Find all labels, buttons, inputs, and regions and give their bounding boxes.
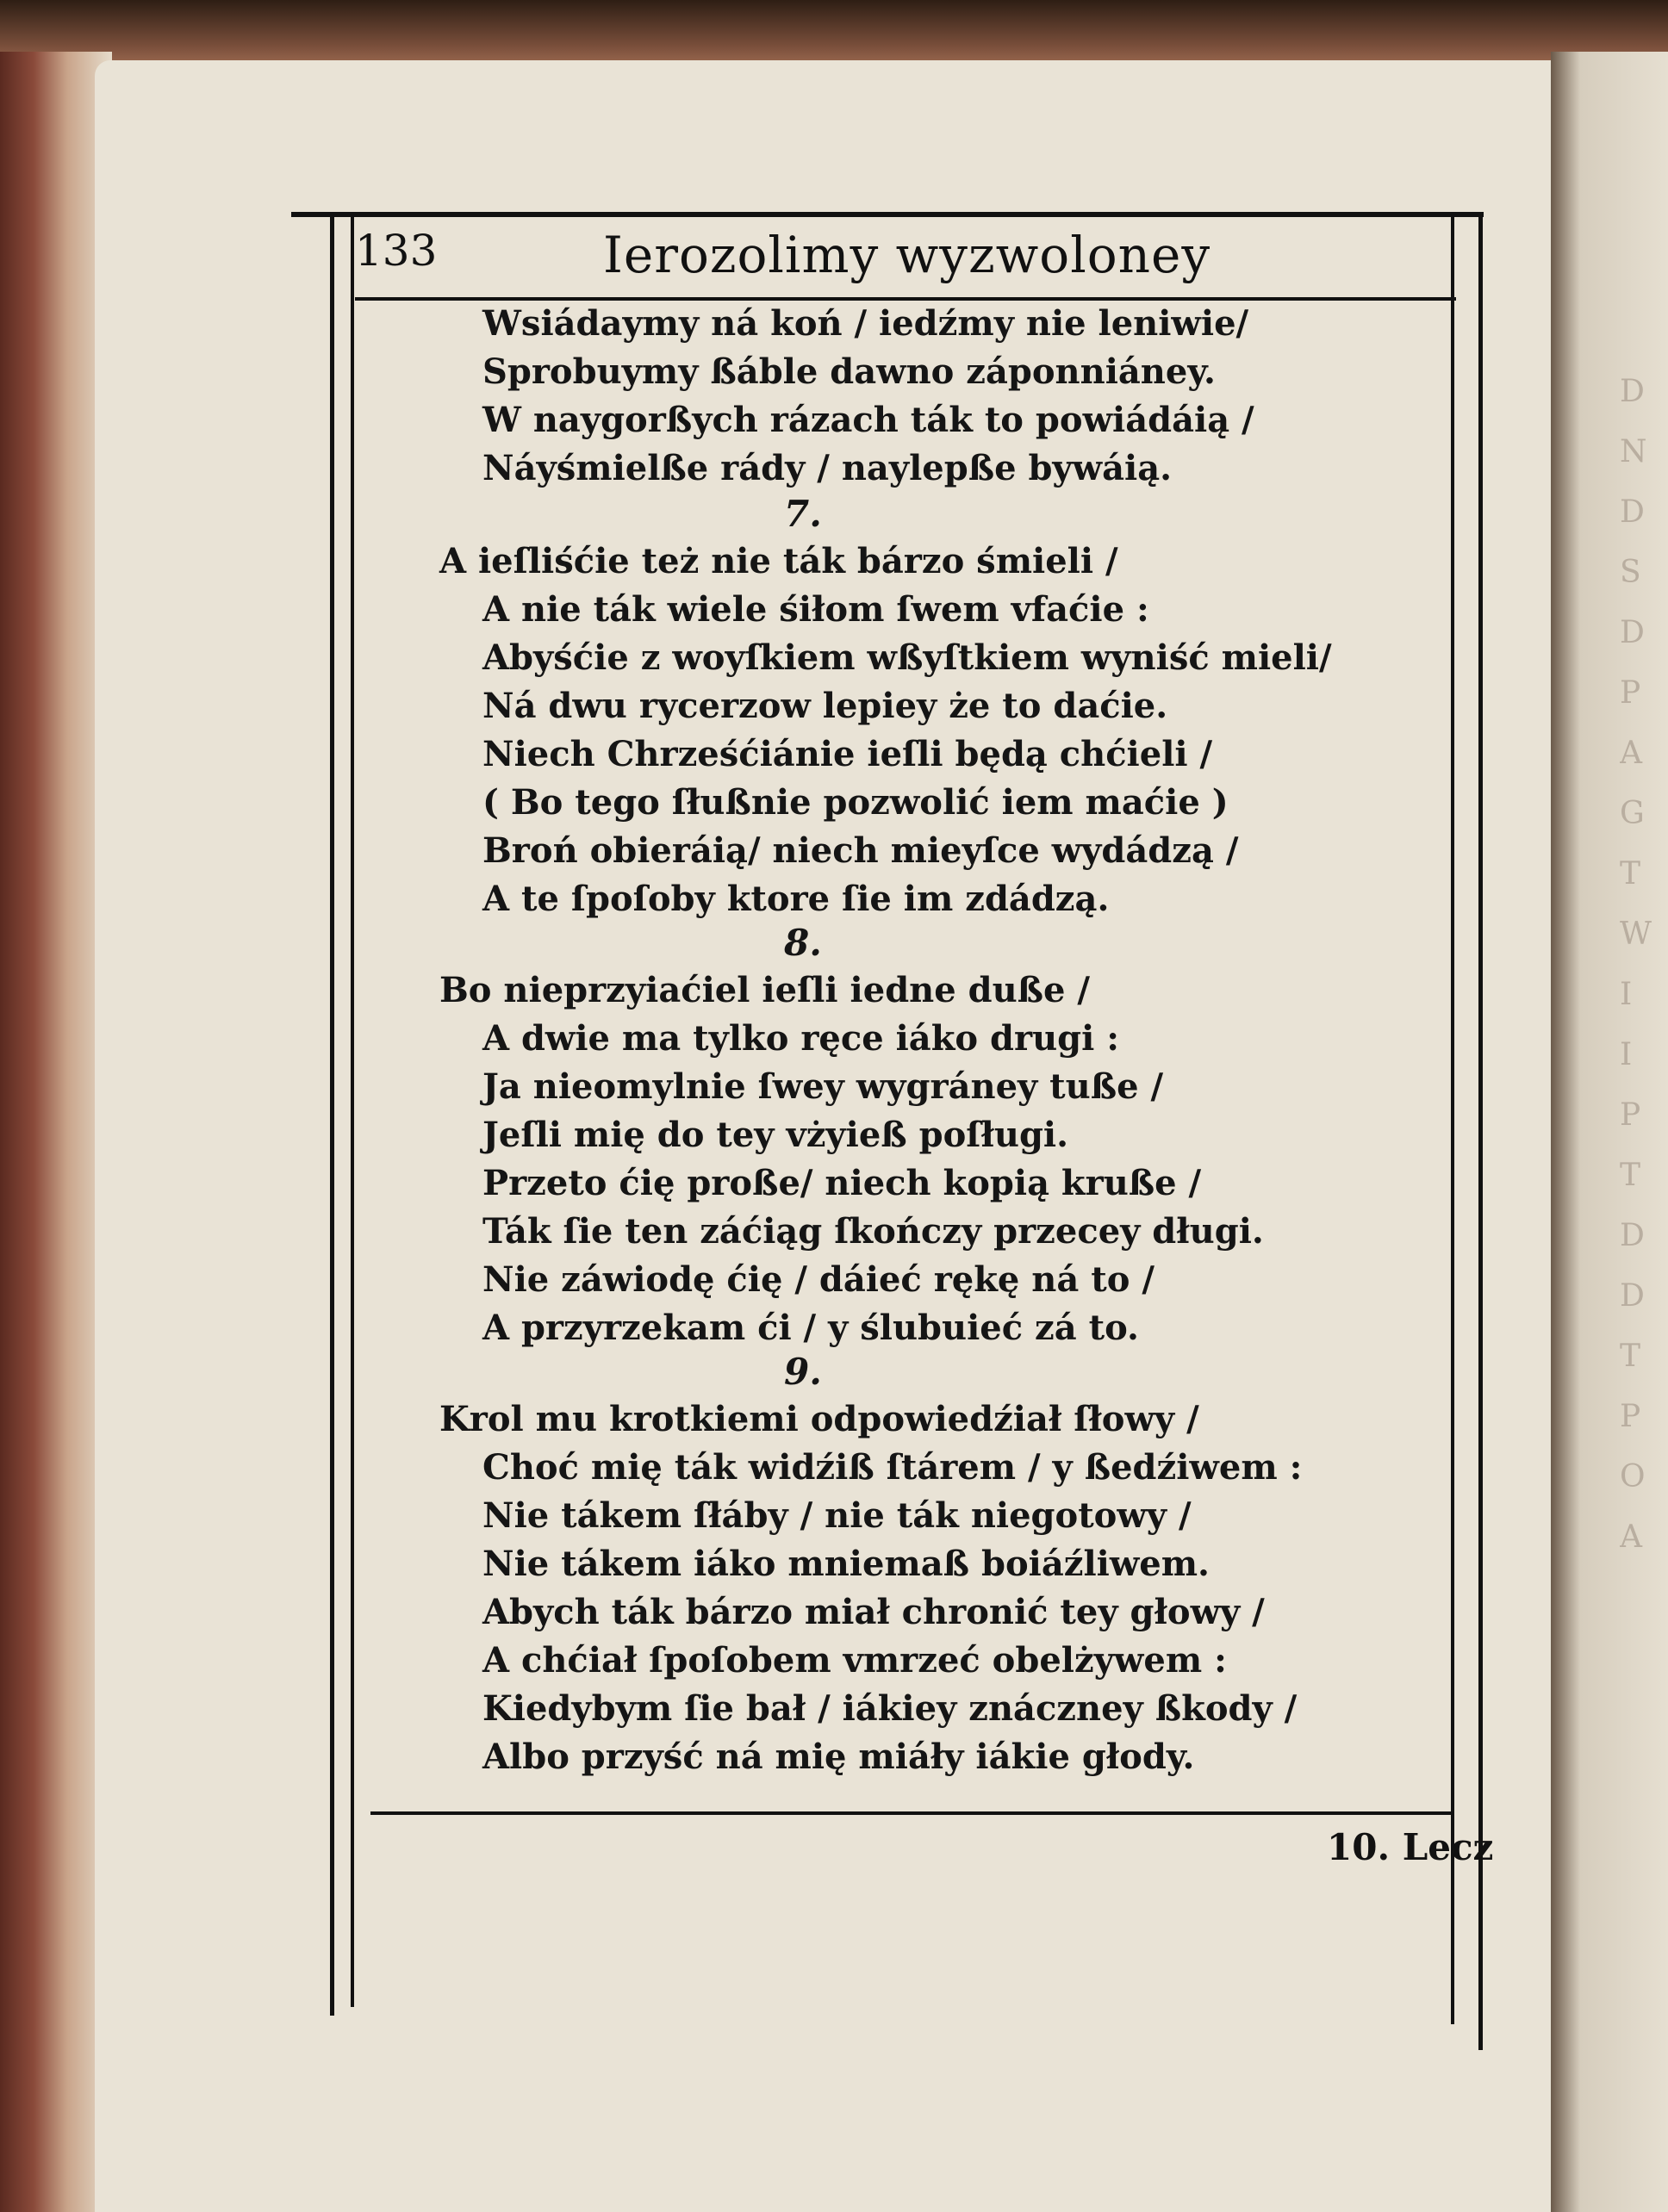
footer-rule: [370, 1811, 1452, 1815]
facing-fragment: N: [1620, 434, 1647, 469]
poem-line: Nie tákem ſłáby / nie ták niegotowy /: [482, 1495, 1192, 1536]
frame-left-outer-rule: [330, 215, 334, 2016]
poem-line: Jeſli mię do tey vżyieß poſługi.: [482, 1115, 1069, 1155]
facing-fragment: D: [1620, 615, 1645, 650]
poem-line: Ja nieomylnie ſwey wygráney tuße /: [482, 1066, 1164, 1107]
facing-fragment: T: [1620, 1339, 1641, 1374]
poem-line: Kiedybym ſie bał / iákiey znáczney ßkody /: [482, 1688, 1298, 1729]
poem-line: Bo nieprzyiaćiel ieſli iedne duße /: [439, 970, 1091, 1010]
poem-line: A chćiał ſpoſobem vmrzeć obelżywem :: [482, 1640, 1227, 1681]
facing-fragment: D: [1620, 1278, 1645, 1314]
facing-fragment: T: [1620, 1158, 1641, 1193]
poem-line: Náyśmielße rády / naylepße bywáią.: [482, 448, 1173, 488]
poem-line: A przyrzekam ći / y ślubuieć zá to.: [482, 1308, 1139, 1348]
poem-line: Ták ſie ten záćiąg ſkończy przecey długi.: [482, 1211, 1264, 1252]
poem-line: Choć mię ták widźiß ſtárem / y ßedźiwem :: [482, 1447, 1303, 1488]
stanza-number: 9.: [784, 1351, 822, 1393]
poem-line: Nie tákem iáko mniemaß boiáźliwem.: [482, 1544, 1210, 1584]
facing-fragment: P: [1620, 1097, 1641, 1133]
frame-left-inner-rule: [351, 215, 354, 2007]
frame-right-outer-rule: [1478, 215, 1483, 2050]
poem-line: Wsiádaymy ná koń / iedźmy nie leniwie/: [482, 303, 1249, 344]
facing-fragment: I: [1620, 1037, 1633, 1072]
poem-line: A te ſpoſoby ktore ſie im zdádzą.: [482, 879, 1110, 919]
poem-line: Krol mu krotkiemi odpowiedźiał ſłowy /: [439, 1399, 1199, 1439]
poem-line: A nie ták wiele śiłom ſwem vfaćie :: [482, 589, 1149, 630]
page-number: 133: [355, 226, 438, 276]
poem-line: Niech Chrześćiánie ieſli będą chćieli /: [482, 734, 1213, 774]
poem-line: A ieſliśćie też nie ták bárzo śmieli /: [439, 541, 1118, 581]
facing-fragment: D: [1620, 374, 1645, 409]
poem-line: Ná dwu rycerzow lepiey że to daćie.: [482, 686, 1168, 726]
poem-line: Broń obieráią/ niech mieyſce wydádzą /: [482, 830, 1239, 871]
catchword: 10. Lecz: [1327, 1826, 1494, 1868]
facing-fragment: P: [1620, 1399, 1641, 1434]
facing-fragment: I: [1620, 977, 1633, 1012]
facing-fragment: W: [1620, 916, 1652, 952]
poem-line: Abych ták bárzo miał chronić tey głowy /: [482, 1592, 1265, 1632]
header-rule: [355, 297, 1456, 301]
facing-fragment: O: [1620, 1459, 1646, 1494]
facing-fragment: T: [1620, 856, 1641, 892]
facing-fragment: G: [1620, 796, 1645, 831]
facing-fragment: D: [1620, 494, 1645, 530]
poem-line: Przeto ćię proße/ niech kopią kruße /: [482, 1163, 1202, 1203]
facing-fragment: P: [1620, 675, 1641, 711]
poem-line: ( Bo tego ſłußnie pozwolić iem maćie ): [482, 782, 1229, 823]
poem-line: Albo przyść ná mię miáły iákie głody.: [482, 1737, 1195, 1777]
running-title: Ierozolimy wyzwoloney: [603, 226, 1211, 284]
facing-page-text: [1620, 362, 1668, 1654]
frame-right-inner-rule: [1451, 215, 1454, 2024]
facing-fragment: A: [1620, 1519, 1642, 1555]
facing-fragment: S: [1620, 555, 1641, 590]
poem-line: A dwie ma tylko ręce iáko drugi :: [482, 1018, 1120, 1059]
facing-fragment: A: [1620, 736, 1642, 771]
stanza-number: 7.: [784, 493, 822, 535]
poem-line: Abyśćie z woyſkiem wßyſtkiem wyniść mieli/: [482, 637, 1332, 678]
facing-fragment: D: [1620, 1218, 1645, 1253]
poem-line: W naygorßych rázach ták to powiádáią /: [482, 400, 1254, 440]
stanza-number: 8.: [784, 922, 822, 964]
poem-line: Sprobuymy ßáble dawno záponniáney.: [482, 351, 1216, 392]
frame-top-rule: [291, 212, 1484, 217]
poem-line: Nie záwiodę ćię / dáieć rękę ná to /: [482, 1259, 1155, 1300]
